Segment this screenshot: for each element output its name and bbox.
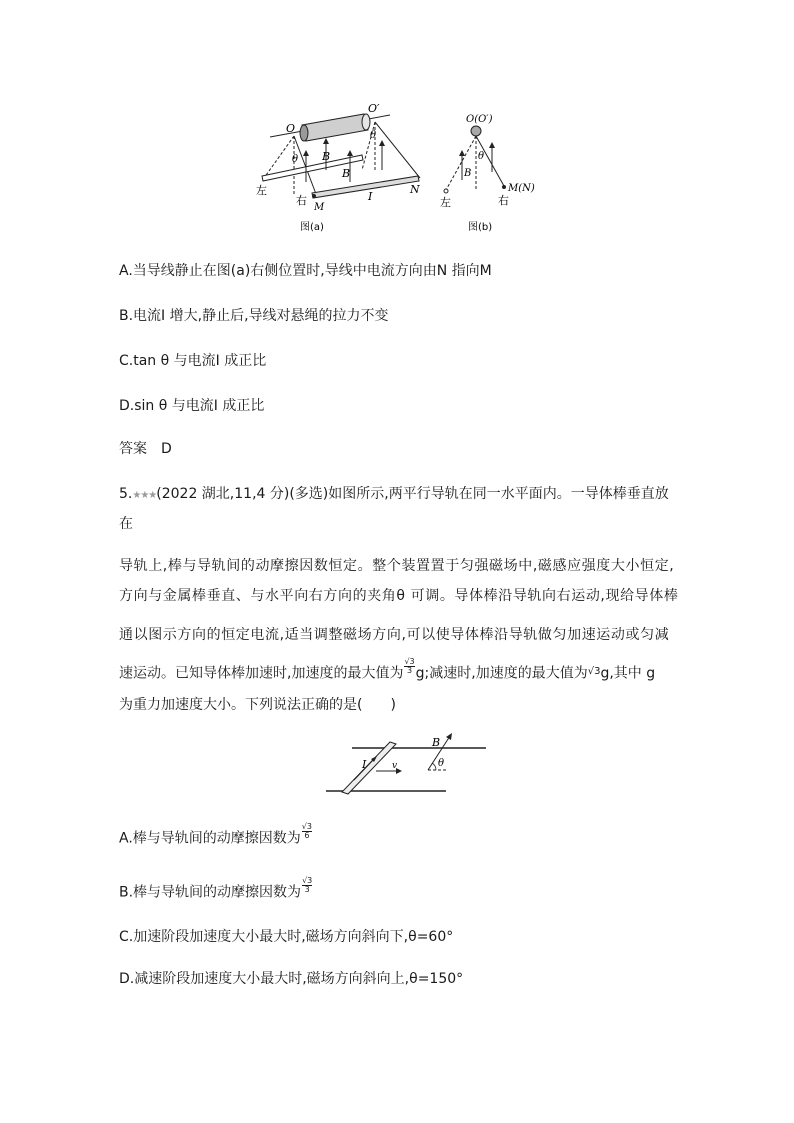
q5-line-4: 方向与金属棒垂直、与水平向右方向的夹角θ 可调。导体棒沿导轨向右运动,现给导体棒 [119,588,679,604]
q5-line-7: 为重力加速度大小。下列说法正确的是( ) [119,697,396,713]
q4-option-c: C.tan θ 与电流I 成正比 [119,353,267,369]
label-B2: B [342,167,351,180]
label-theta-right: θ [370,130,377,141]
q4-option-b: B.电流I 增大,静止后,导线对悬绳的拉力不变 [119,308,389,324]
q5-text-1: (2022 湖北,11,4 分)(多选)如图所示,两平行导轨在同一水平面内。一导体棒垂直放 [156,486,669,502]
q5-text-6c: g,其中 g [600,665,656,682]
answer-line [119,438,172,460]
label-O: O [286,122,296,135]
label-v-q5: v [392,761,398,771]
label-M: M [314,202,325,213]
q5-option-c: C.加速阶段加速度大小最大时,磁场方向斜向下,θ=60° [119,929,454,945]
label-right-a: 右 [296,194,307,207]
label-B-b: B [464,168,472,179]
answer-label: 答案 [119,441,147,457]
sqrt3: √3 [587,665,601,677]
label-O-prime: O′ [368,102,380,115]
label-theta-left: θ [292,154,299,165]
label-left-a: 左 [256,184,267,197]
q5-number: 5. [119,486,133,502]
label-theta-q5: θ [438,758,445,769]
q5-option-b: B.棒与导轨间的动摩擦因数为 $\frac{√3}{3}$ [119,876,313,901]
q5-option-a: A.棒与导轨间的动摩擦因数为 $\frac{√3}{6}$ [119,822,312,847]
figure-a [256,102,420,233]
q5-line-2: 在 [119,516,133,532]
difficulty-stars: ★★★ [132,490,157,501]
label-MN: M(N) [508,183,535,194]
label-I: I [368,190,373,203]
label-O-O-prime: O(O′) [466,114,493,125]
label-B-q5: B [432,736,441,749]
answer-value: D [161,441,172,457]
q4-option-d: D.sin θ 与电流I 成正比 [119,398,265,414]
figure-q5 [320,732,495,802]
label-right-b: 右 [498,194,509,207]
fraction-sqrt3-over-3-b: $\frac{√3}{3}$ [302,876,313,894]
q5-line-3: 导轨上,棒与导轨间的动摩擦因数恒定。整个装置置于匀强磁场中,磁感应强度大小恒定, [119,558,675,574]
fraction-sqrt3-over-3: $\frac{√3}{3}$ [404,657,415,675]
q5-line-5: 通以图示方向的恒定电流,适当调整磁场方向,可以使导体棒沿导轨做匀加速运动或匀减 [119,627,670,643]
q5-line-6 [119,658,655,684]
q5-text-6b: g;减速时,加速度的最大值为 [415,665,588,682]
label-B1: B [322,150,331,163]
label-left-b: 左 [440,196,451,209]
figure-b [440,114,535,233]
q4-option-a: A.当导线静止在图(a)右侧位置时,导线中电流方向由N 指向M [119,263,492,279]
label-theta-b: θ [478,151,485,162]
q5-option-d: D.减速阶段加速度大小最大时,磁场方向斜向上,θ=150° [119,971,464,987]
q5-text-6a: 速运动。已知导体棒加速时,加速度的最大值为 [119,665,404,682]
label-I-q5: I [362,758,367,771]
fraction-sqrt3-over-6: $\frac{√3}{6}$ [301,822,312,840]
q5-line-1 [119,483,669,507]
caption-b: 图(b) [468,222,493,233]
label-N: N [410,183,420,196]
caption-a: 图(a) [300,222,324,233]
figure-a-b [250,100,550,240]
